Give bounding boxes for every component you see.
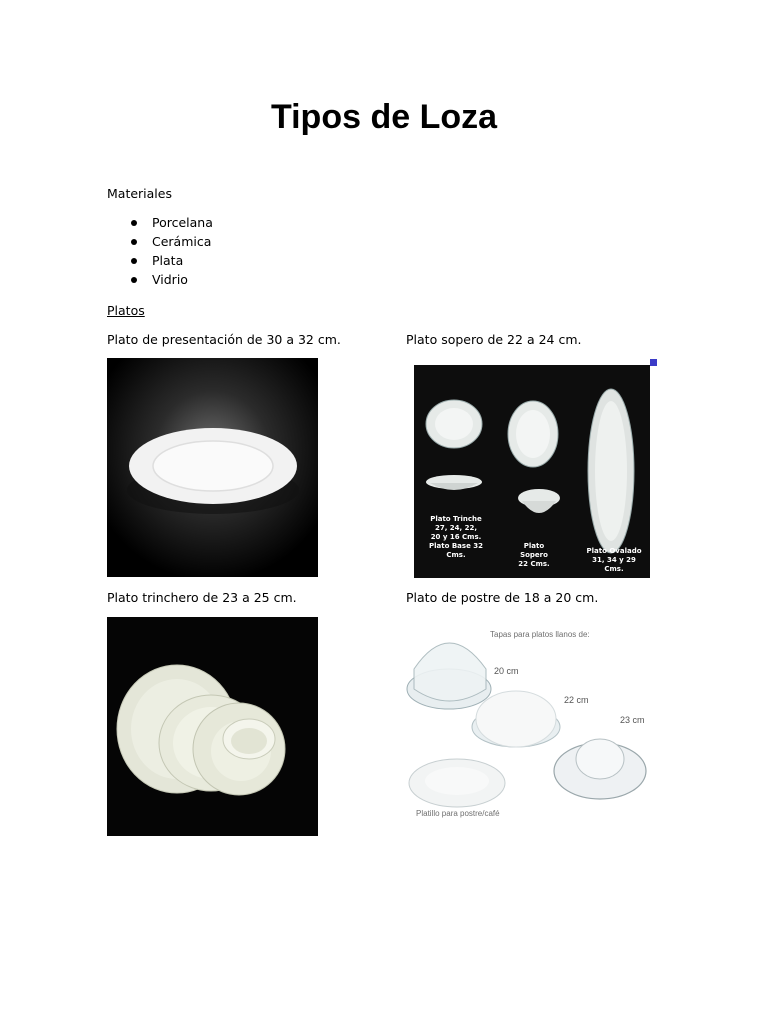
presentation-plate-photo [107,358,318,577]
section-heading: Platos [107,303,145,318]
caption-dinner-plate: Plato trinchero de 23 a 25 cm. [107,590,297,605]
list-item [107,232,213,251]
list-item-label: Porcelana [152,215,213,230]
list-item [107,251,213,270]
dessert-plate-label: Platillo para postre/café [416,809,500,818]
sopero-label: Plato Sopero 22 Cms. [518,542,550,568]
list-item [107,270,213,289]
dinner-plates-photo [107,617,318,836]
size-20-label: 20 cm [494,666,519,676]
trinche-label: Plato Trinche 27, 24, 22, 20 y 16 Cms. Plato Base 32 Cms. [429,515,483,559]
covers-header-label: Tapas para platos llanos de: [490,630,590,639]
soup-plates-photo [414,365,650,578]
materials-label: Materiales [107,186,172,201]
dessert-plates-photo [404,619,654,825]
bullet-icon [131,258,137,264]
page-title: Tipos de Loza [270,98,498,136]
caption-presentation-plate: Plato de presentación de 30 a 32 cm. [107,332,341,347]
bullet-icon [131,220,137,226]
ovalado-label: Plato Ovalado 31, 34 y 29 Cms. [586,547,642,573]
caption-dessert-plate: Plato de postre de 18 a 20 cm. [406,590,599,605]
resize-handle[interactable] [650,359,657,366]
materials-list [107,213,213,289]
size-23-label: 23 cm [620,715,645,725]
list-item-label: Cerámica [152,234,212,249]
list-item-label: Plata [152,253,184,268]
size-22-label: 22 cm [564,695,589,705]
bullet-icon [131,239,137,245]
caption-soup-plate: Plato sopero de 22 a 24 cm. [406,332,582,347]
list-item-label: Vidrio [152,272,188,287]
bullet-icon [131,277,137,283]
list-item [107,213,213,232]
